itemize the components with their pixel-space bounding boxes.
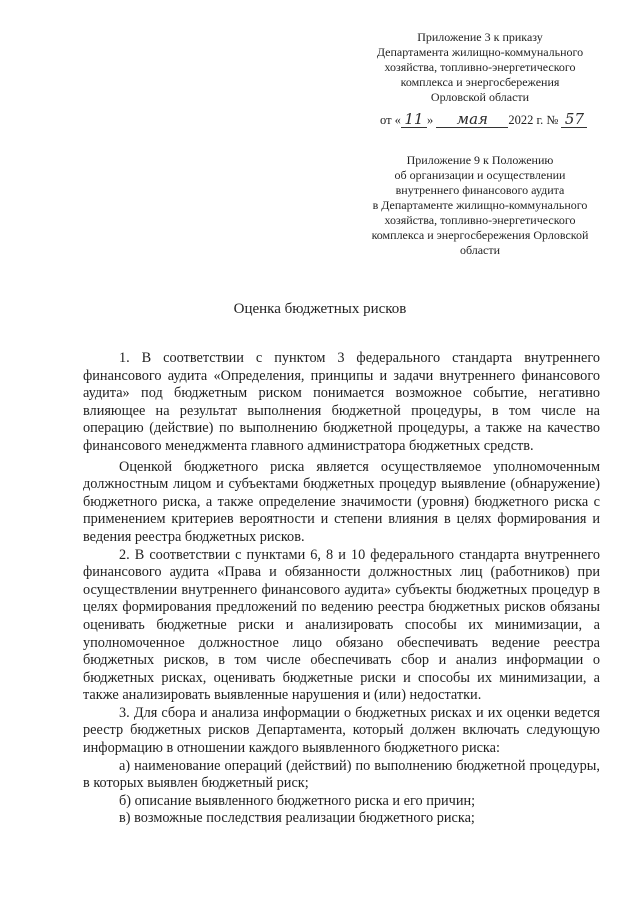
header-line: внутреннего финансового аудита xyxy=(395,183,565,197)
paragraph: 1. В соответствии с пунктом 3 федерального стандарта внутреннего финансового аудита «Определения, принципы и задачи внутреннего финансового аудита» под бюджетным риском понимается возможное событие, негативно влияющее на результат выполнения бюджетной процедуры, в том числе на операцию (действие) по выполнению бюджетной процедуры, а также на качество финансового менеджмента главного администратора бюджетных средств. xyxy=(83,350,600,454)
header-line: комплекса и энергосбережения Орловской xyxy=(371,228,589,242)
paragraph: 3. Для сбора и анализа информации о бюджетных рисках и их оценки ведется реестр бюджетных рисков Департамента, который должен включать следующую информацию в отношении каждого выявленного бюджетного риска: xyxy=(83,704,600,757)
header-line: Приложение 3 к приказу xyxy=(417,30,543,44)
header-line: хозяйства, топливно-энергетического xyxy=(384,60,576,74)
header-line: области xyxy=(459,243,501,257)
header-line: об организации и осуществлении xyxy=(394,168,566,182)
header-line: в Департаменте жилищно-коммунального xyxy=(372,198,588,212)
order-number-field xyxy=(561,112,587,128)
header-line: комплекса и энергосбережения xyxy=(400,75,560,89)
order-day: 11 xyxy=(404,110,424,128)
list-item: а) наименование операций (действий) по выполнению бюджетной процедуры, в которых выявлен бюджетный риск; xyxy=(83,757,600,792)
order-mid: » xyxy=(426,113,434,127)
list-item: б) описание выявленного бюджетного риска и его причин; xyxy=(119,792,476,809)
order-month-field xyxy=(436,112,508,128)
appendix-order-header xyxy=(345,30,615,105)
order-number: 57 xyxy=(564,110,585,128)
header-line: Орловской области xyxy=(430,90,530,104)
list-item: в) возможные последствия реализации бюджетного риска; xyxy=(119,810,475,827)
document-title: Оценка бюджетных рисков xyxy=(233,301,407,317)
order-day-field xyxy=(401,112,427,128)
header-line: хозяйства, топливно-энергетического xyxy=(384,213,576,227)
appendix-regulation-header xyxy=(345,153,615,258)
order-month: мая xyxy=(456,110,488,128)
header-line: Департамента жилищно-коммунального xyxy=(376,45,584,59)
document-body xyxy=(83,350,600,828)
paragraph: 2. В соответствии с пунктами 6, 8 и 10 федерального стандарта внутреннего финансового аудита «Права и обязанности должностных лиц (работников) при осуществлении внутреннего финансового аудита» субъекты бюджетных процедур в целях формирования предложений по ведению реестра бюджетных рисков обязаны оценивать бюджетные риски и анализировать способы их минимизации, а уполномоченное должностное лицо обязано обеспечивать ведение реестра бюджетных рисков, в том числе обеспечивать сбор и анализ информации о бюджетных рисках, оценивать бюджетные риски и способы их минимизации, а также анализировать выявленные нарушения и (или) недостатки. xyxy=(83,546,600,704)
order-year: 2022 г. № xyxy=(508,113,559,127)
paragraph: Оценкой бюджетного риска является осуществляемое уполномоченным должностным лицом и субъектами бюджетных процедур выявление (обнаружение) бюджетного риска, а также определение значимости (уровня) бюджетного риска с применением критериев вероятности и степени влияния в целях формирования и ведения реестра бюджетных рисков. xyxy=(83,458,600,545)
header-line: Приложение 9 к Положению xyxy=(406,153,554,167)
order-prefix: от « xyxy=(380,113,401,127)
order-date-number xyxy=(380,112,610,128)
